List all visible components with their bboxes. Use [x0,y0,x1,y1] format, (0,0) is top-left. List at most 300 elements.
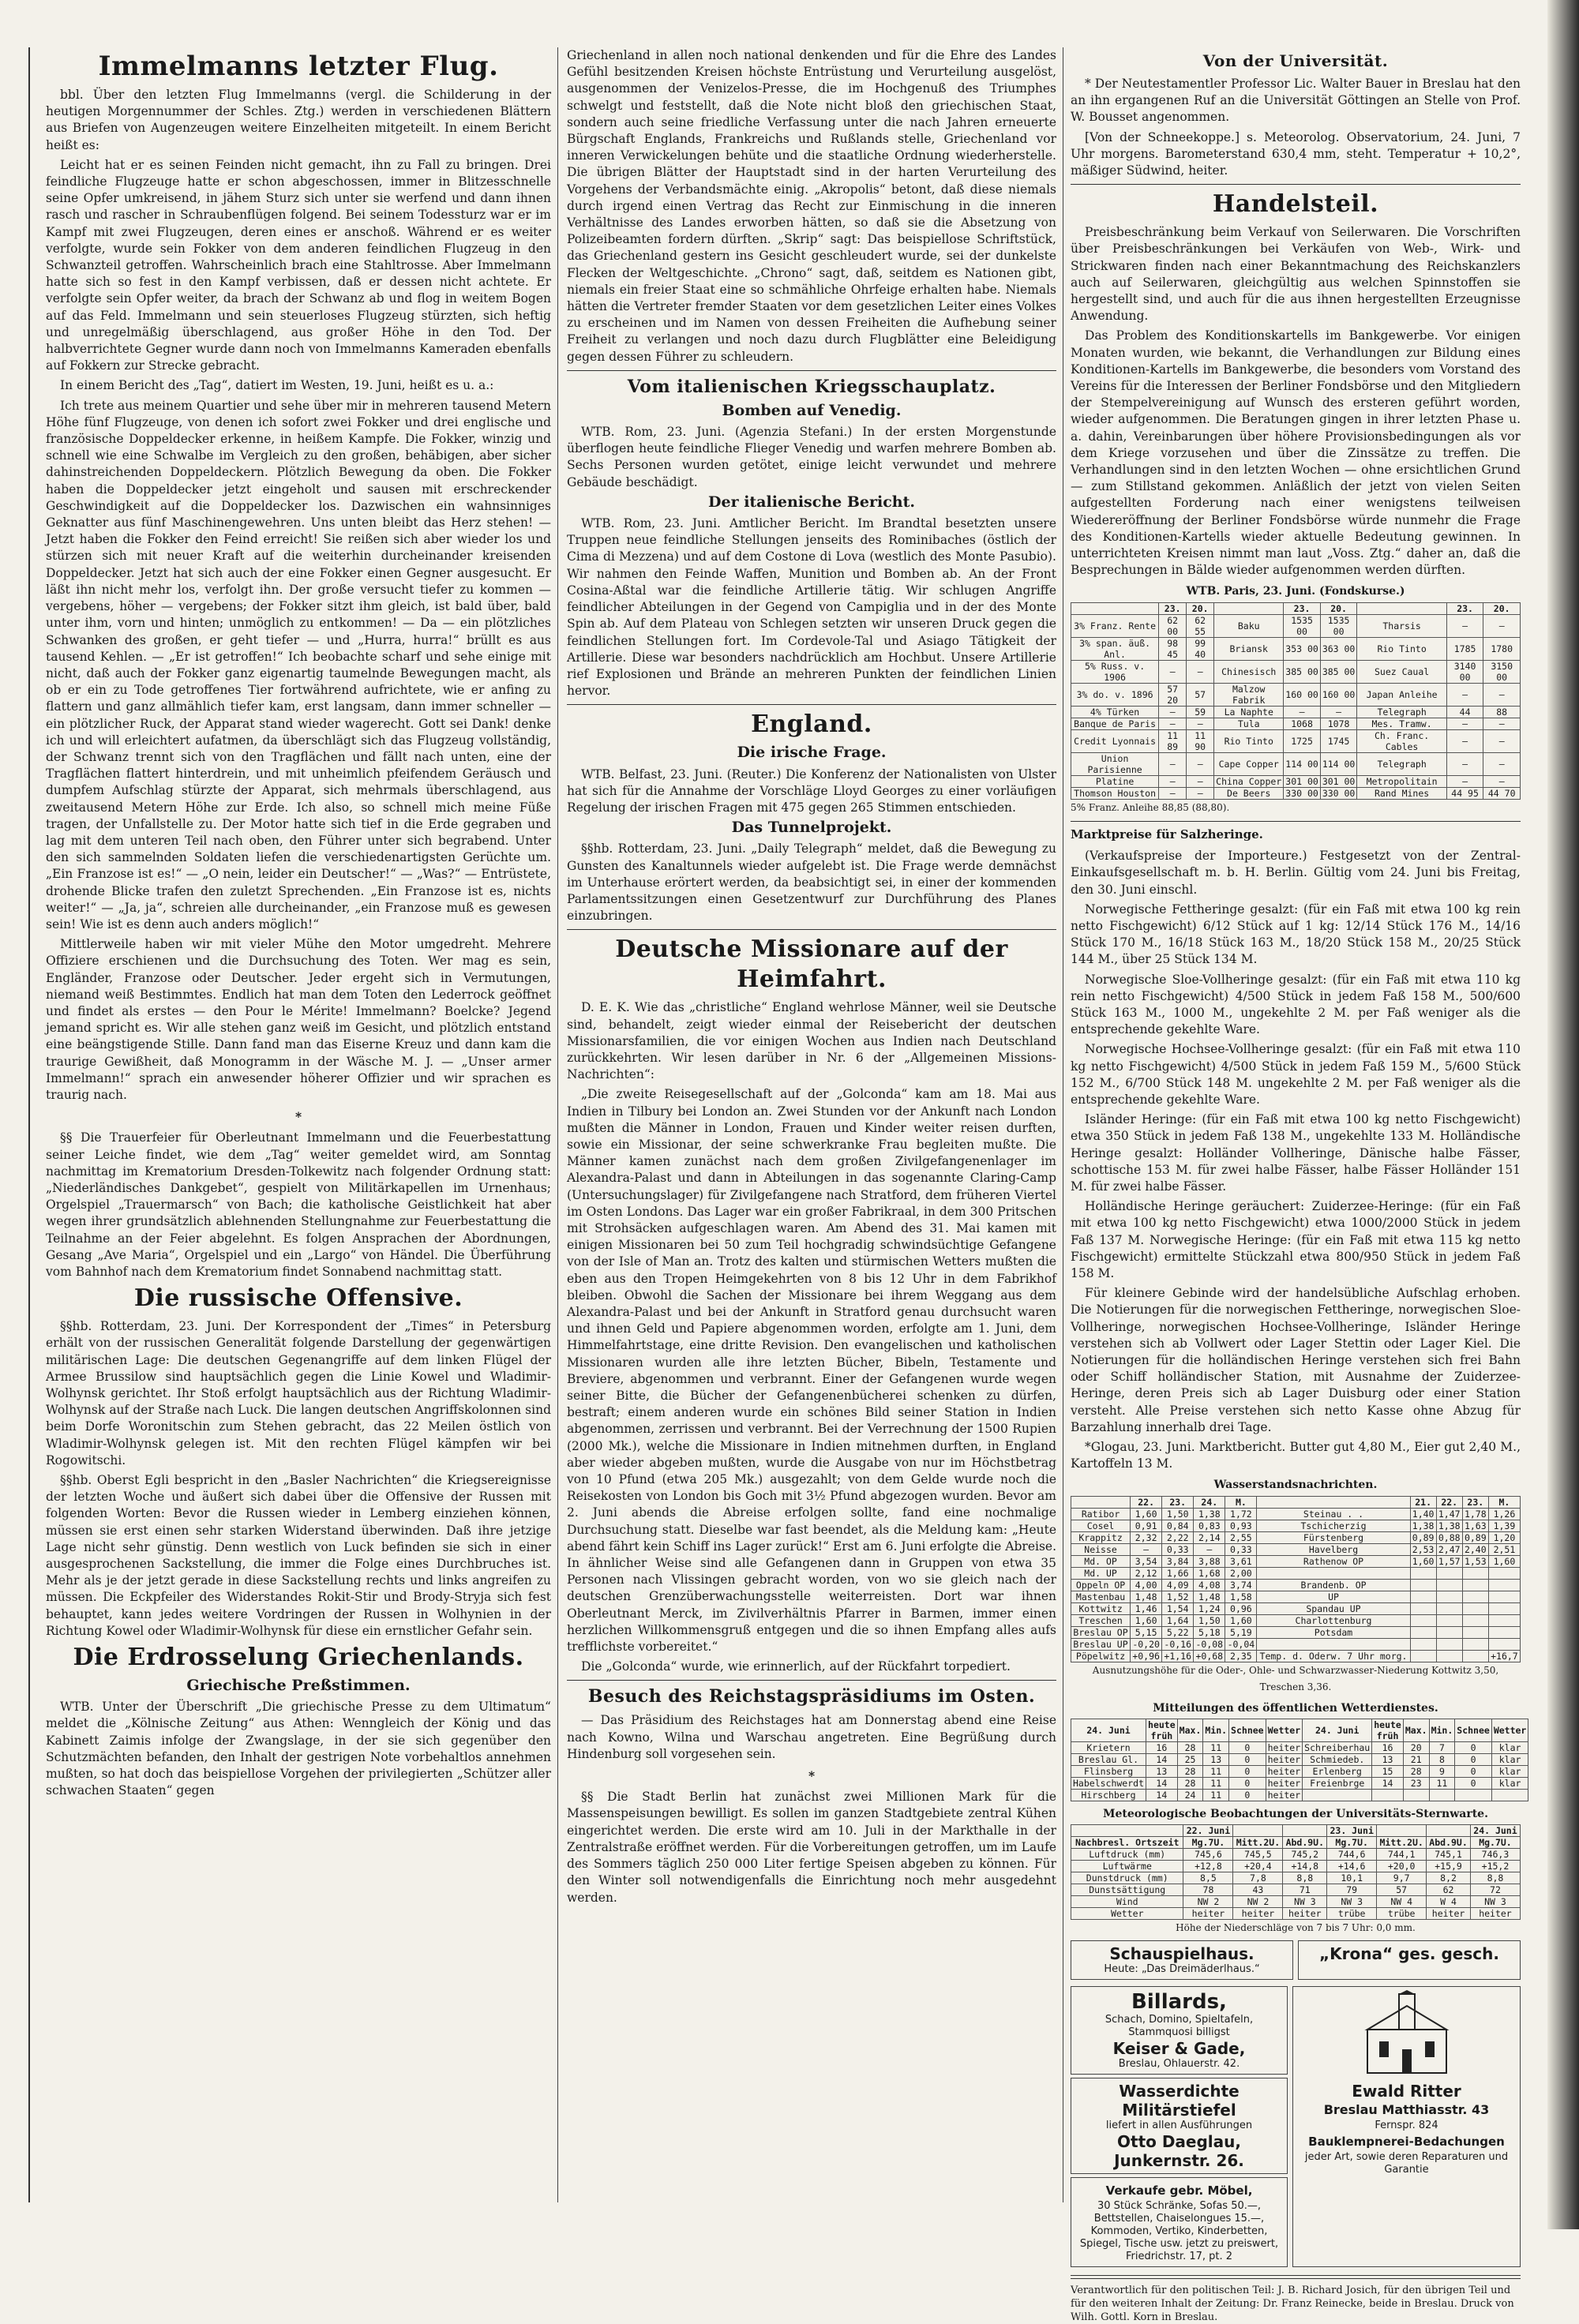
table-cell: klar [1491,1742,1528,1754]
ad-title: Billards, [1131,1989,1227,2014]
table-cell: 1,53 [1462,1555,1488,1567]
paragraph: Das Problem des Konditionskartells im Bankgewerbe. Vor einigen Monaten wurden, wie bekannt, die Verhandlungen zur Bildung eines Konditionen-Kartells im Bankgewerbe, die besonders vom Vorstand des Vereins für die Interessen der Berliner Fondsbörse und den Mitgliedern der Stempelvereinigung auf Wunsch des ersteren geführt worden, wieder aufgenommen. Die Beratungen gingen in ihrer letzten Phase u. a. dahin, Vereinbarungen über höhere Provisionsbedingungen als vor dem Kriege vorzusehen und über die Zinssätze zu treffen. Die Verhandlungen sind in den letzten Wochen — ohne ersichtlichen Grund — zum Stillstand gekommen. Anläßlich der jetzt von vielen Seiten aufgestellten Forderung nach einer wenigstens teilweisen Wiedereröffnung der Berliner Fondsbörse würde nunmehr die Frage des Konditionen-Kartells wieder aktuelle Bedeutung gewinnen. In unterrichteten Kreisen nimmt man laut „Voss. Ztg.“ daher an, daß die Besprechungen in Bälde wieder aufgenommen werden dürften. [1071,328,1521,578]
table-cell: 363 00 [1320,637,1357,660]
table-cell: +15,9 [1427,1861,1471,1872]
divider [1071,2275,1521,2279]
table-cell [1491,1790,1528,1801]
paragraph: WTB. Belfast, 23. Juni. (Reuter.) Die Konferenz der Nationalisten von Ulster hat sich für die Annahme der Vorschläge Lloyd Georges zu einer vorläufigen Regelung der irischen Fragen mit 475 gegen 265 Stimmen entschieden. [567,767,1056,815]
table-cell: 28 [1177,1742,1203,1754]
table-cell: 28 [1177,1778,1203,1790]
table-cell: -0,16 [1162,1638,1194,1650]
table-cell: 57 [1187,683,1214,706]
table-cell: Neisse [1071,1543,1131,1555]
table-cell: 1,50 [1194,1614,1225,1626]
table-cell: Brandenb. OP [1257,1579,1410,1591]
table-cell: 1,38 [1436,1520,1462,1531]
table-cell: 11 [1429,1778,1455,1790]
table-cell: — [1483,775,1521,787]
table-cell: — [1187,718,1214,729]
table-cell [1436,1567,1462,1579]
table-row [1071,1908,1521,1920]
column-subheader: Mg.7U. [1470,1837,1520,1849]
table-cell: +14,8 [1283,1861,1327,1872]
table-cell: 1,20 [1488,1531,1520,1543]
table-cell: 11 90 [1187,729,1214,752]
ad-text: Breslau Matthiasstr. 43 [1323,2101,1490,2117]
headline-england: England. [751,710,872,739]
ad-text: Schach, Domino, Spieltafeln, Stammquosi billigst [1105,2013,1254,2038]
table-cell: 1,63 [1462,1520,1488,1531]
column-header: 22. Juni [1183,1825,1233,1837]
column-header: 23. Juni [1327,1825,1377,1837]
table-cell: — [1446,614,1483,637]
table-row [1071,660,1521,683]
table-row [1071,752,1521,775]
table-cell: Wetter [1071,1908,1183,1920]
table-caption: WTB. Paris, 23. Juni. (Fondskurse.) [1186,585,1405,598]
table-cell: Oppeln OP [1071,1579,1131,1591]
column-subheader: Abd.9U. [1427,1837,1471,1849]
ad-text: liefert in allen Ausführungen [1105,2119,1253,2131]
table-cell: 23 [1403,1778,1429,1790]
column-header: Min. [1429,1719,1455,1742]
table-cell: China Copper [1214,775,1284,787]
paragraph: — Das Präsidium des Reichstages hat am Donnerstag abend eine Reise nach Kowno, Wilna und Warschau angetreten. Eine Begrüßung durch Hindenburg soll vorgesehen sein. [567,1713,1056,1761]
paragraph: „Die zweite Reisegesellschaft auf der „Golconda“ kam am 18. Mai aus Indien in Tilbury bei London an. Zwei Stunden vor der Ankunft nach London mußten die Männer in London, Frauen und Kinder weiter reisen durften, sowie ein Missionar, der seine schwerkranke Frau begleiten mußte. Die Männer kamen zunächst nach dem großen Zivilgefangenenlager im Alexandra-Palast und dann in Abteilungen in das sogenannte Claring-Camp (Untersuchungslager) für Zivilgefangene nach Stratford, dem früheren Viertel im Osten Londons. Das Lager war ein großer Fabrikraal, in dem 300 Pritschen mit Strohsäcken aufgeschlagen waren. Am Abend des 31. Mai kamen mit einigen Missionaren bei 50 zum Teil hochgradig schwindsüchtige Gefangene von der Isle of Man an. Trotz des kalten und stürmischen Wetters mußten die eben aus den Tropen Heimgekehrten von 8 bis 12 Uhr in dem Fabrikhof bleiben. Obwohl die Sachen der Missionare bei ihrem Weggang aus dem Alexandra-Palast und bei der Ankunft in Stratford genau durchsucht waren und ihnen Geld und Papiere abgenommen worden, erfolgte am 1. Juni, dem Himmelfahrtstage, eine dritte Revision. Den evangelischen und katholischen Missionaren wurden alle ihre letzten Bücher, Bibeln, Testamente und Breviere, abgenommen und verbrannt. Einer der Gefangenen wurde wegen seiner Bitte, die Bücher der Gefangenenbücherei schenken zu dürfen, bestraft; einem anderen wurde ein schönes Bild seiner Station in Indien abgenommen, zerrissen und verbrannt. Bei der Verrechnung der 1500 Rupien (2000 Mk.), welche die Missionare in Indien mitnehmen durften, in England aber wieder abgeben mußten, wurde die Ausgabe von nur im Höchstbetrag von 10 Pfund (etwa 205 Mk.) ausgezahlt; von dem Gelde wurde noch die Reisekosten von London bis Goch mit 3½ Pfund abgezogen wurden. Bevor am 2. Juni abends die Abreise erfolgen sollte, fand eine nochmalige Durchsuchung statt. Dieselbe war fast beendet, als die Meldung kam: „Heute abend fährt kein Schiff ins Lager zurück!“ Erst am 6. Juni erfolgte die Abreise. In ähnlicher Weise sind alle Gefangenen dann in Gruppen von etwa 35 Personen nach Vlissingen gebracht worden, von wo sie gleich nach der deutschen Grenzüberwachungsstelle weiterreisten. Dort war ihnen Oberleutnant Merck, im Zivilverhältnis Pfarrer in Barmen, immer einen herzlichen Willkommensgruß entgegen und die so ihnen Empfang alles aufs trefflichste vorbereitet.“ [567,1087,1056,1655]
table-cell: 0,88 [1436,1531,1462,1543]
table-cell [1410,1638,1436,1650]
wasserstand-table [1071,1496,1521,1662]
table-cell: — [1131,1543,1162,1555]
table-cell: 160 00 [1284,683,1321,706]
table-row [1071,1602,1521,1614]
table-cell: 9 [1429,1766,1455,1778]
table-cell [1410,1602,1436,1614]
paragraph: WTB. Unter der Überschrift „Die griechische Presse zu dem Ultimatum“ meldet die „Kölnische Zeitung“ aus Athen: Wenngleich der König und das Kabinett Zaimis infolge der Zwangslage, in der sie sich gegenüber den Schutzmächten befanden, den Inhalt der gestrigen Note vorbehaltlos annehmen mußten, so hat doch das beispiellose Vorgehen der privilegierten „Schützer aller schwachen Staaten“ gegen [46,1700,551,1798]
subheadline: Marktpreise für Salzheringe. [1071,827,1263,842]
column-header: 20. [1187,602,1214,614]
page-edge-shadow [1547,0,1579,2229]
table-cell: 2,53 [1410,1543,1436,1555]
table-cell: trübe [1377,1908,1427,1920]
table-cell: 2,55 [1225,1531,1257,1543]
paragraph: Norwegische Sloe-Vollheringe gesalzt: (für ein Faß mit etwa 110 kg rein netto Fischgewicht) 4/500 Stück in jedem Faß 158 M., 500/600 Stück 163 M., 1000 M., ungekehlte 2 M. per Faß weniger als die entsprechende gekehlte Ware. [1071,972,1521,1037]
column-header [1357,602,1446,614]
column-header: 24. [1194,1496,1225,1508]
table-cell: 2,32 [1131,1531,1162,1543]
table-cell: 98 45 [1159,637,1187,660]
table-cell: 1780 [1483,637,1521,660]
table-cell: 1068 [1284,718,1321,729]
table-row [1071,1531,1521,1543]
paragraph: Die „Golconda“ wurde, wie erinnerlich, auf der Rückfahrt torpediert. [581,1659,1011,1674]
paragraph: §§ Die Stadt Berlin hat zunächst zwei Millionen Mark für die Massenspeisungen bewilligt. Es sollen im ganzen Stadtgebiete zentral Kühen eingerichtet werden. Die erste wird am 10. Juli in der Markthalle in der Zentralstraße eröffnet werden. Für die Vorbereitungen getroffen, um im Laufe des Sommers täglich 250 000 Liter fertige Speisen abgeben zu können. Für den Winter soll notwendigenfalls die Einrichtung noch mehr ausgedehnt werden. [567,1790,1056,1905]
table-cell: — [1446,729,1483,752]
column-header [1427,1825,1471,1837]
table-cell: 0,84 [1162,1520,1194,1531]
table-cell: 0 [1229,1790,1266,1801]
table-row [1071,1790,1528,1801]
table-cell: 13 [1146,1766,1178,1778]
column-3 [1071,47,1527,2323]
column-header: M. [1488,1496,1520,1508]
column-header: heute früh [1146,1719,1178,1742]
column-1 [46,47,551,2202]
column-subheader: Mitt.2U. [1377,1837,1427,1849]
column-header: 22. [1436,1496,1462,1508]
table-caption: Mitteilungen des öffentlichen Wetterdienstes. [1153,1702,1438,1715]
table-cell [1488,1638,1520,1650]
table-cell: 1,47 [1436,1508,1462,1520]
table-cell: 1745 [1320,729,1357,752]
table-cell: +14,6 [1327,1861,1377,1872]
table-cell: 2,12 [1131,1567,1162,1579]
table-cell: 5,15 [1131,1626,1162,1638]
table-cell: De Beers [1214,787,1284,799]
table-cell: Luftwärme [1071,1861,1183,1872]
table-cell: Erlenberg [1303,1766,1372,1778]
table-cell: 44 70 [1483,787,1521,799]
column-header: 24. Juni [1303,1719,1372,1742]
paris-fondskurse-table [1071,602,1521,800]
table-cell: 15 [1372,1766,1404,1778]
table-row [1071,1638,1521,1650]
wetterdienst-table [1071,1719,1528,1801]
table-row [1071,1896,1521,1908]
table-cell: 330 00 [1320,787,1357,799]
table-cell: Temp. d. Oderw. 7 Uhr morg. [1257,1650,1410,1662]
table-cell: — [1194,1543,1225,1555]
paragraph: Preisbeschränkung beim Verkauf von Seilerwaren. Die Vorschriften über Preisbeschränkungen bei Verkäufen von Web-, Wirk- und Strickwaren finden nach einer Bekanntmachung des Reichskanzlers auch auf Seilerwaren, gleichgültig aus welchen Spinnstoffen sie hergestellt sind, und auch für die aus ihnen hergestellten Erzeugnisse Anwendung. [1071,225,1521,324]
divider [567,929,1056,930]
table-cell: heiter [1470,1908,1520,1920]
table-row [1071,1579,1521,1591]
table-cell: heiter [1427,1908,1471,1920]
table-cell: Suez Caual [1357,660,1446,683]
table-cell: Spandau UP [1257,1602,1410,1614]
table-cell: 1,60 [1225,1614,1257,1626]
table-cell: 11 [1203,1778,1229,1790]
table-cell: Steinau . . [1257,1508,1410,1520]
table-cell: Breslau Gl. [1071,1754,1146,1766]
table-row [1071,1766,1528,1778]
table-cell: 114 00 [1284,752,1321,775]
divider [567,1680,1056,1681]
table-cell: 0,91 [1131,1520,1162,1531]
ad-title: Keiser & Gade, [1112,2038,1246,2058]
table-cell: — [1320,706,1357,718]
table-cell: 62 55 [1187,614,1214,637]
table-cell: 78 [1183,1884,1233,1896]
subheadline: Griechische Preßstimmen. [186,1677,411,1695]
table-cell: Luftdruck (mm) [1071,1849,1183,1861]
column-subheader: Abd.9U. [1283,1837,1327,1849]
table-cell: 3,74 [1225,1579,1257,1591]
table-cell: — [1446,718,1483,729]
church-illustration-icon [1360,1990,1454,2077]
paragraph: Ich trete aus meinem Quartier und sehe über mir in mehreren tausend Metern Höhe fünf Flugzeuge, von denen ich sofort zwei Fokker und drei englische und französische Doppeldecker erkenne, in heißem Kampfe. Die Fokker, winzig und schnell wie eine Schwalbe im Vergleich zu den großen, behäbigen, aber sicher dahinstreichenden Doppeldeckern. Plötzlich Bewegung da oben. Die Fokker haben die Doppeldecker jetzt eingeholt und sausen mit erschreckender Geschwindigkeit auf die Doppeldecker los. Dazwischen ein wahnsinniges Geknatter aus fünf Maschinengewehren. Uns unten bleibt das Herz stehen! — Jetzt haben die Fokker den Feind erreicht! Sie reißen sich aber wieder los und stürzen sich mit neuer Kraft auf die weiterhin durcheinander kreisenden Doppeldecker. Jetzt hat sich auch der eine Fokker einen Gegner ausgesucht. Er läßt ihn nicht mehr los, verfolgt ihn. Der große versucht tiefer zu kommen — vergebens, höher — vergebens; der Fokker sitzt ihm gleich, ist bald über, bald unter ihm, vorn und hinten; unmöglich zu entkommen! — Da — ein plötzliches Schwanken des großen, er geht tiefer — und „Hurra, hurra!“ brüllt es aus tausend Kehlen. — „Er ist getroffen!“ Ich beobachte scharf und sehe einige mit nicht, daß auch der Fokker ganz eigenartig taumelnde Bewegungen macht, als ob er ein zu Tode getroffenes Tier fortwährend aufrichtete, wie er anfing zu flattern und ganz allmählich tiefer kam, erst langsam, dann immer schneller — ein plötzlicher Ruck, der Apparat stand wieder wagerecht. Gott sei Dank! denke ich und will erleichtert aufatmen, da überschlägt sich das Flugzeug vollständig, der Schwanz trennt sich von den Tragflächen und fällt nach unten, eine der Tragflächen flattert hinterdrein, und mit unheimlich pfeifendem Geräusch und dumpfem Aufschlag stürzte der Apparat, sich mehrmals überschlagend, aus zweitausend Metern Höhe zur Erde. Ich also, so schnell mich meine Füße tragen, der Unfallstelle zu. Der Motor hatte sich tief in die Erde gegraben und lag mit dem unteren Teil nach oben, den Führer unter sich begrabend. Unter den sich sammelnden Soldaten liefen die verschiedenartigsten Gerüchte um. „Ein Franzose ist es!“ — „O nein, leider ein Deutscher!“ — „Was?“ — Entrüstete, drohende Blicke trafen den zuletzt Sprechenden. „Ein Franzose ist es, nichts weiter!“ — „Ja, ja“, schreien alle durcheinander, „ein Franzose muß es gewesen sein! Wie ist es denn auch anders möglich!“ [46,398,551,931]
table-cell: -0,08 [1194,1638,1225,1650]
table-cell: — [1446,775,1483,787]
table-cell: Schreiberhau [1303,1742,1372,1754]
table-cell: 2,40 [1462,1543,1488,1555]
headline-immelmann: Immelmanns letzter Flug. [98,51,499,82]
table-cell [1429,1790,1455,1801]
table-cell: 0 [1229,1754,1266,1766]
table-cell: 71 [1283,1884,1327,1896]
table-cell: 1,40 [1410,1508,1436,1520]
table-cell: 1,57 [1436,1555,1462,1567]
paragraph: Holländische Heringe geräuchert: Zuiderzee-Heringe: (für ein Faß mit etwa 100 kg netto Fischgewicht) etwa 1000/2000 Stück in jedem Faß 137 M. Norwegische Heringe: (für ein Faß mit etwa 115 kg netto Fischgewicht) ermittelte Stückzahl etwa 800/950 Stück in jedem Faß 158 M. [1071,1199,1521,1280]
column-header: 20. [1483,602,1521,614]
headline-italien: Vom italienischen Kriegsschauplatz. [627,376,996,397]
table-cell: 0 [1455,1754,1492,1766]
table-cell: — [1483,752,1521,775]
table-row [1071,1849,1521,1861]
paragraph: Norwegische Fettheringe gesalzt: (für ein Faß mit etwa 100 kg rein netto Fischgewicht) 6/12 Stück auf 1 kg: 12/14 Stück 176 M., 14/16 Stück 170 M., 16/18 Stück 163 M., 18/20 Stück 158 M., 20/25 Stück 144 M., über 25 Stück 134 M. [1071,901,1521,967]
column-header: 22. [1131,1496,1162,1508]
table-cell: 0,93 [1225,1520,1257,1531]
ad-krona [1298,1940,1521,1980]
table-cell: — [1159,706,1187,718]
table-cell: Md. OP [1071,1555,1131,1567]
table-cell: 11 [1203,1766,1229,1778]
column-header: heute früh [1372,1719,1404,1742]
table-cell [1462,1626,1488,1638]
table-caption: Wasserstandsnachrichten. [1213,1479,1378,1492]
table-row [1071,787,1521,799]
table-cell: 1,48 [1194,1591,1225,1602]
table-cell: Platine [1071,775,1159,787]
ad-text: Heute: „Das Dreimäderlhaus.“ [1104,1962,1260,1975]
table-row [1071,729,1521,752]
table-cell: 1535 00 [1284,614,1321,637]
column-header [1071,1825,1183,1837]
table-cell: 7 [1429,1742,1455,1754]
table-cell: Krietern [1071,1742,1146,1754]
table-cell: 3,61 [1225,1555,1257,1567]
column-header: Schnee [1229,1719,1266,1742]
table-cell [1436,1579,1462,1591]
table-cell: — [1187,787,1214,799]
table-cell: Dunstsättigung [1071,1884,1183,1896]
table-cell: Breslau OP [1071,1626,1131,1638]
table-cell: 1,58 [1225,1591,1257,1602]
table-cell: 3% span. äuß. Anl. [1071,637,1159,660]
table-cell: 5% Russ. v. 1906 [1071,660,1159,683]
ad-text: Breslau, Ohlauerstr. 42. [1118,2057,1240,2070]
table-cell: Tharsis [1357,614,1446,637]
table-cell: 0 [1455,1766,1492,1778]
table-cell: Ratibor [1071,1508,1131,1520]
table-cell: 1,24 [1194,1602,1225,1614]
table-cell: Md. UP [1071,1567,1131,1579]
ad-militaerstiefel [1071,2078,1288,2174]
subheadline: Die irische Frage. [737,744,887,762]
table-cell [1488,1579,1520,1591]
paragraph: Für kleinere Gebinde wird der handelsübliche Aufschlag erhoben. Die Notierungen für die norwegischen Fettheringe, norwegischen Sloe-Vollheringe, norwegischen Hochsee-Vollheringe, Isländer Heringe verstehen sich ab Vollwert oder Lager Stettin oder Lager Kiel. Die Notierungen für die holländischen Heringe verstehen sich frei Bahn oder Schiff holländischer Station, mit Ausnahme der Zuiderzee-Heringe, deren Preis sich ab Lager Duisburg oder einer Station versteht. Alle Preise verstehen sich netto Kasse ohne Abzug für Barzahlung innerhalb drei Tage. [1071,1286,1521,1434]
table-cell: 1725 [1284,729,1321,752]
table-cell: +20,4 [1233,1861,1283,1872]
table-cell: 330 00 [1284,787,1321,799]
table-cell: 114 00 [1320,752,1357,775]
table-cell: 79 [1327,1884,1377,1896]
table-cell [1410,1591,1436,1602]
table-row [1071,706,1521,718]
paragraph: Griechenland in allen noch national denkenden und für die Ehre des Landes Gefühl besitzenden Kreisen höchste Entrüstung und Verurteilung ausgelöst, ausgenommen der Venizelos-Presse, die im Hochgenuß des Triumphes schwelgt und feststellt, daß die Note nicht bloß den griechischen Staat, sondern auch seine friedliche Verfassung unter die nach Jahren erneuerte Bürgschaft Englands, Frankreichs und Rußlands stelle, Griechenland vor inneren Verwickelungen behüte und die staatliche Ordnung wiederherstelle. Die übrigen Blätter der Hauptstadt sind in der harten Verurteilung des Vorgehens der Verbandsmächte einig. „Akropolis“ betont, daß diese niemals durch irgend einen Vertrag das Recht zur Einmischung in die inneren Verhältnisse des Landes erworben hätten, so daß sie die Absetzung von Polizeibeamten fordern dürften. „Skrip“ sagt: Das beispiellose Schriftstück, das Griechenland gestern ins Gesicht geschleudert wurde, sei der dunkelste Flecken der Weltgeschichte. „Chrono“ sagt, daß, seitdem es Nationen gibt, niemals ein freier Staat eine so schmähliche Ohrfeige erhalten habe. Niemals hätten die Vertreter fremder Staaten vor dem gesetzlichen Leiter eines Volkes zu erscheinen und im Namen von dessen Freiheiten die Aufhebung seiner Freiheit zu verlangen und noch dazu durch Flugblätter eine Beleidigung gegen dessen Führer zu schleudern. [567,48,1056,364]
table-cell: W 4 [1427,1896,1471,1908]
column-header: 21. [1410,1496,1436,1508]
table-cell: heiter [1283,1908,1327,1920]
table-cell: 3,54 [1131,1555,1162,1567]
column-subheader: Mg.7U. [1183,1837,1233,1849]
paragraph: (Verkaufspreise der Importeure.) Festgesetzt von der Zentral-Einkaufsgesellschaft m. b. H. Berlin. Gültig vom 24. Juni bis Freitag, den 30. Juni einschl. [1071,849,1521,897]
table-cell: 16 [1146,1742,1178,1754]
table-note: Höhe der Niederschläge von 7 bis 7 Uhr: 0,0 mm. [1176,1922,1416,1934]
table-row [1071,1872,1521,1884]
paragraph: §§hb. Rotterdam, 23. Juni. „Daily Telegraph“ meldet, daß die Bewegung zu Gunsten des Kanaltunnels wieder aufgelebt ist. Die Frage werde demnächst im Unterhause erörtert werden, da beabsichtigt sei, in einer der kommenden Parlamentssitzungen einen Gesetzentwurf zur Durchführung des Planes einzubringen. [567,842,1056,924]
table-cell: heiter [1266,1766,1303,1778]
table-cell [1372,1790,1404,1801]
imprint: Verantwortlich für den politischen Teil: J. B. Richard Josich, für den übrigen Teil und für den weiteren Inhalt der Zeitung: Dr. Franz Reinecke, beide in Breslau. Druck von Wilh. Gottl. Korn in Breslau. [1071,2284,1514,2323]
paragraph: WTB. Rom, 23. Juni. (Agenzia Stefani.) In der ersten Morgenstunde überflogen heute feindliche Flieger Venedig und warfen mehrere Bomben ab. Sechs Personen wurden getötet, einige leicht verwundet und mehrere Gebäude beschädigt. [567,425,1056,489]
table-cell: — [1446,752,1483,775]
table-cell: — [1483,683,1521,706]
table-cell: La Naphte [1214,706,1284,718]
table-cell: — [1483,718,1521,729]
table-cell: 353 00 [1284,637,1321,660]
table-cell: 1,60 [1131,1614,1162,1626]
table-cell: 1,38 [1194,1508,1225,1520]
table-cell: Kottwitz [1071,1602,1131,1614]
table-cell: 57 [1377,1884,1427,1896]
column-header: 23. [1284,602,1321,614]
table-cell: Dunstdruck (mm) [1071,1872,1183,1884]
divider [1071,821,1521,822]
table-cell: 301 00 [1320,775,1357,787]
headline-russische-offensive: Die russische Offensive. [133,1284,463,1313]
table-cell: Potsdam [1257,1626,1410,1638]
table-cell: 385 00 [1284,660,1321,683]
table-cell: 2,51 [1488,1543,1520,1555]
column-header [1377,1825,1427,1837]
table-row [1071,718,1521,729]
table-cell: +20,0 [1377,1861,1427,1872]
table-cell: klar [1491,1754,1528,1766]
table-cell: 1,60 [1410,1555,1436,1567]
table-cell: Havelberg [1257,1543,1410,1555]
table-cell [1462,1650,1488,1662]
paragraph: WTB. Rom, 23. Juni. Amtlicher Bericht. Im Brandtal besetzten unsere Truppen neue feindliche Stellungen jenseits des Rominibaches (östlich der Cima di Mezzena) und auf dem Costone di Lova (westlich des Monte Pasubio). Wir nahmen den Feinde Waffen, Munition und Bomben ab. An der Front Cosina-Aßtal war die feindliche Artillerie tätig. Wir schlugen Angriffe feindlicher Abteilungen in der Gegend von Campiglia und in der des Monte Spin ab. Auf dem Plateau von Schlegen setzten wir unseren Druck gegen die feindlichen Stellungen fort. Im Cordevole-Tal und Asiago Tätigkeit der Artillerie. Diese war besonders nachdrücklich am Hochbut. Unsere Artillerie rief Explosionen und Brände an mehreren Punkten der feindlichen Linien hervor. [567,516,1056,699]
table-cell: Ch. Franc. Cables [1357,729,1446,752]
column-header [1233,1825,1283,1837]
table-cell: Cape Copper [1214,752,1284,775]
table-cell: 1078 [1320,718,1357,729]
table-cell: 62 00 [1159,614,1187,637]
column-subheader: Mitt.2U. [1233,1837,1283,1849]
table-row [1071,1555,1521,1567]
column-2 [567,47,1056,2202]
table-cell: Tula [1214,718,1284,729]
table-cell: NW 2 [1233,1896,1283,1908]
paragraph: D. E. K. Wie das „christliche“ England wehrlose Männer, weil sie Deutsche sind, behandelt, zeigt wieder einmal der Reisebericht der deutschen Missionarsfamilien, die vor einigen Wochen aus Indien nach Deutschland zurückkehrten. Wir lesen darüber in Nr. 6 der „Allgemeinen Missions-Nachrichten“: [567,1000,1056,1082]
table-cell: Thomson Houston [1071,787,1159,799]
paragraph: [Von der Schneekoppe.] s. Meteorolog. Observatorium, 24. Juni, 7 Uhr morgens. Barometerstand 630,4 mm, steht. Temperatur + 10,2°, mäßiger Südwind, heiter. [1071,129,1521,178]
paragraph: Mittlerweile haben wir mit vieler Mühe den Motor umgedreht. Mehrere Offiziere erschienen und die Durchsuchung des Toten. Wer mag es sein, Engländer, Franzose oder Deutscher. Jeder ergeht sich in Vermutungen, niemand weiß Bestimmtes. Endlich hat man dem Toten den Lederrock geöffnet und findet als erstes — den Pour le Mérite! Immelmann? Boelcke? Jegend jemand spricht es. Wir alle stehen ganz weiß im Gesicht, und plötzlich entstand eine beängstigende Stille. Dann fand man das Eiserne Kreuz und dann kam die traurige Gewißheit, daß Monogramm in der Wäsche M. J. — „Unser armer Immelmann!“ sprach ein anwesender höherer Offizier und wir sprachen es traurig nach. [46,937,551,1102]
table-cell [1436,1591,1462,1602]
subheadline: Das Tunnelprojekt. [731,819,892,837]
table-cell: — [1187,660,1214,683]
column-header: Schnee [1455,1719,1492,1742]
table-cell [1436,1602,1462,1614]
table-cell: +0,68 [1194,1650,1225,1662]
table-cell: Mastenbau [1071,1591,1131,1602]
table-cell: Metropolitain [1357,775,1446,787]
table-cell: klar [1491,1778,1528,1790]
paragraph: * Der Neutestamentler Professor Lic. Walter Bauer in Breslau hat den an ihn ergangenen Ruf an die Universität Göttingen an Stelle von Prof. W. Bousset angenommen. [1071,77,1521,125]
table-row [1071,1861,1521,1872]
table-cell: 5,19 [1225,1626,1257,1638]
table-cell: 11 89 [1159,729,1187,752]
headline-reichstag: Besuch des Reichstagspräsidiums im Osten. [587,1686,1036,1707]
table-cell: heiter [1266,1754,1303,1766]
table-cell: 14 [1146,1790,1178,1801]
table-cell: Krappitz [1071,1531,1131,1543]
table-cell: heiter [1266,1778,1303,1790]
table-cell [1410,1567,1436,1579]
table-cell [1488,1591,1520,1602]
table-cell: 745,5 [1233,1849,1283,1861]
divider [567,370,1056,371]
column-header: 24. Juni [1071,1719,1146,1742]
table-cell: Habelschwerdt [1071,1778,1146,1790]
table-cell: 1,46 [1131,1602,1162,1614]
table-cell [1403,1790,1429,1801]
column-header [1214,602,1284,614]
subheadline: Bomben auf Venedig. [722,401,902,419]
table-row [1071,1614,1521,1626]
table-cell: 57 20 [1159,683,1187,706]
table-cell: 8,8 [1470,1872,1520,1884]
table-cell: trübe [1327,1908,1377,1920]
table-cell: 2,47 [1436,1543,1462,1555]
table-cell: 43 [1233,1884,1283,1896]
column-rule [557,47,558,2202]
table-cell: 0 [1455,1778,1492,1790]
table-cell: 10,1 [1327,1872,1377,1884]
table-row [1071,1742,1528,1754]
table-cell: — [1187,775,1214,787]
column-header [1071,602,1159,614]
table-caption: Meteorologische Beobachtungen der Universitäts-Sternwarte. [1103,1808,1488,1821]
table-cell: Chinesisch [1214,660,1284,683]
table-cell [1410,1579,1436,1591]
table-row [1071,1754,1528,1766]
paragraph: Norwegische Hochsee-Vollheringe gesalzt: (für ein Faß mit etwa 110 kg netto Fischgewicht) 4/500 Stück in jedem Faß 159 M., 5/600 Stück 152 M., 6/700 Stück 148 M. ungekehlte 2 M. per Faß weniger als die entsprechende gekehlte Ware. [1071,1042,1521,1107]
table-cell: Rio Tinto [1357,637,1446,660]
table-cell: 1,38 [1410,1520,1436,1531]
table-cell: 1,64 [1162,1614,1194,1626]
ad-billards [1071,1986,1288,2075]
column-header [1257,1496,1410,1508]
table-row [1071,614,1521,637]
ad-title: Schauspielhaus. [1109,1944,1255,1963]
table-cell: +1,16 [1162,1650,1194,1662]
table-cell: 28 [1177,1766,1203,1778]
table-cell: 8,5 [1183,1872,1233,1884]
table-cell: 7,8 [1233,1872,1283,1884]
table-cell [1462,1579,1488,1591]
